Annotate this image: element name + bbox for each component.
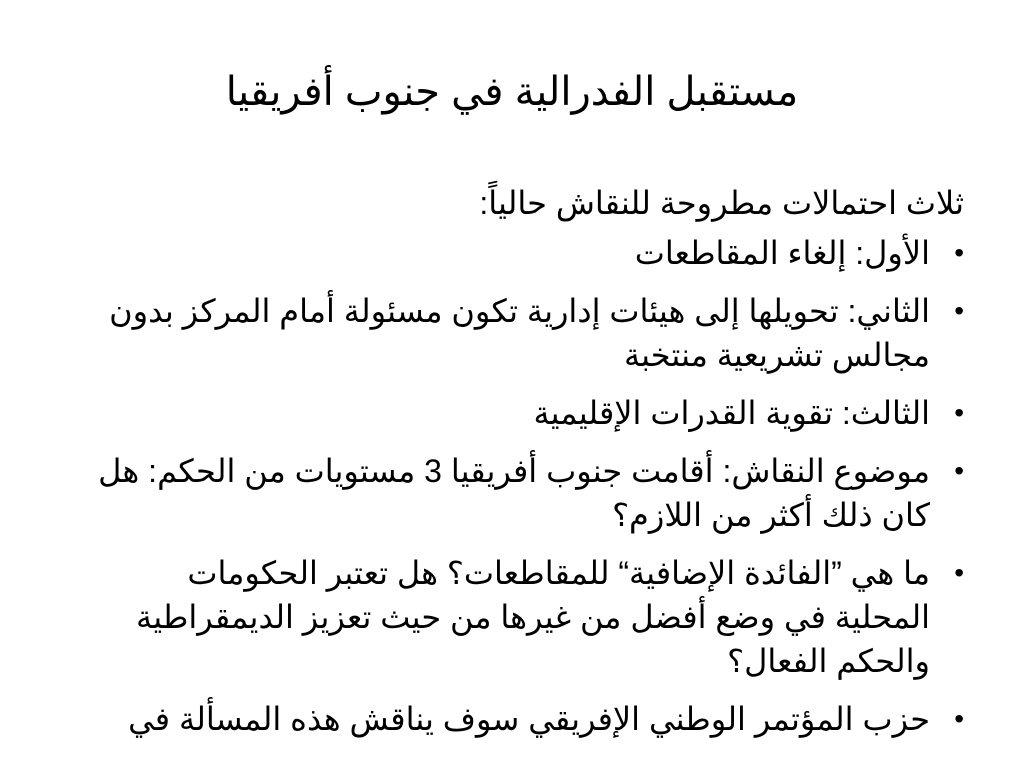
bullet-item: [84, 231, 964, 275]
bullet-item: [84, 697, 964, 741]
slide-body: [84, 181, 964, 755]
bullet-icon: •: [954, 397, 964, 428]
bullet-text: ما هي ”الفائدة الإضافية“ للمقاطعات؟ هل تعتبر الحكومات المحلية في وضع أفضل من غيرها من حيث تعزيز الديمقراطية والحكم الفعال؟: [136, 555, 930, 679]
bullet-text: موضوع النقاش: أقامت جنوب أفريقيا 3 مستويات من الحكم: هل كان ذلك أكثر من اللازم؟: [98, 453, 930, 533]
bullet-text: الثالث: تقوية القدرات الإقليمية: [533, 395, 930, 431]
bullet-icon: •: [954, 295, 964, 326]
bullet-item: [84, 391, 964, 435]
slide-title: مستقبل الفدرالية في جنوب أفريقيا: [225, 70, 799, 114]
bullet-text: حزب المؤتمر الوطني الإفريقي سوف يناقش هذه المسألة في: [128, 701, 930, 737]
bullet-item: [84, 551, 964, 683]
bullet-list: [84, 231, 964, 741]
bullet-icon: •: [954, 455, 964, 486]
bullet-item: [84, 449, 964, 537]
intro-text: ثلاث احتمالات مطروحة للنقاش حالياً:: [479, 185, 964, 221]
bullet-item: [84, 289, 964, 377]
bullet-icon: •: [954, 237, 964, 268]
bullet-text: الأول: إلغاء المقاطعات: [634, 235, 930, 271]
bullet-text: الثاني: تحويلها إلى هيئات إدارية تكون مسئولة أمام المركز بدون مجالس تشريعية منتخبة: [109, 293, 930, 373]
bullet-icon: •: [954, 703, 964, 734]
bullet-icon: •: [954, 557, 964, 588]
